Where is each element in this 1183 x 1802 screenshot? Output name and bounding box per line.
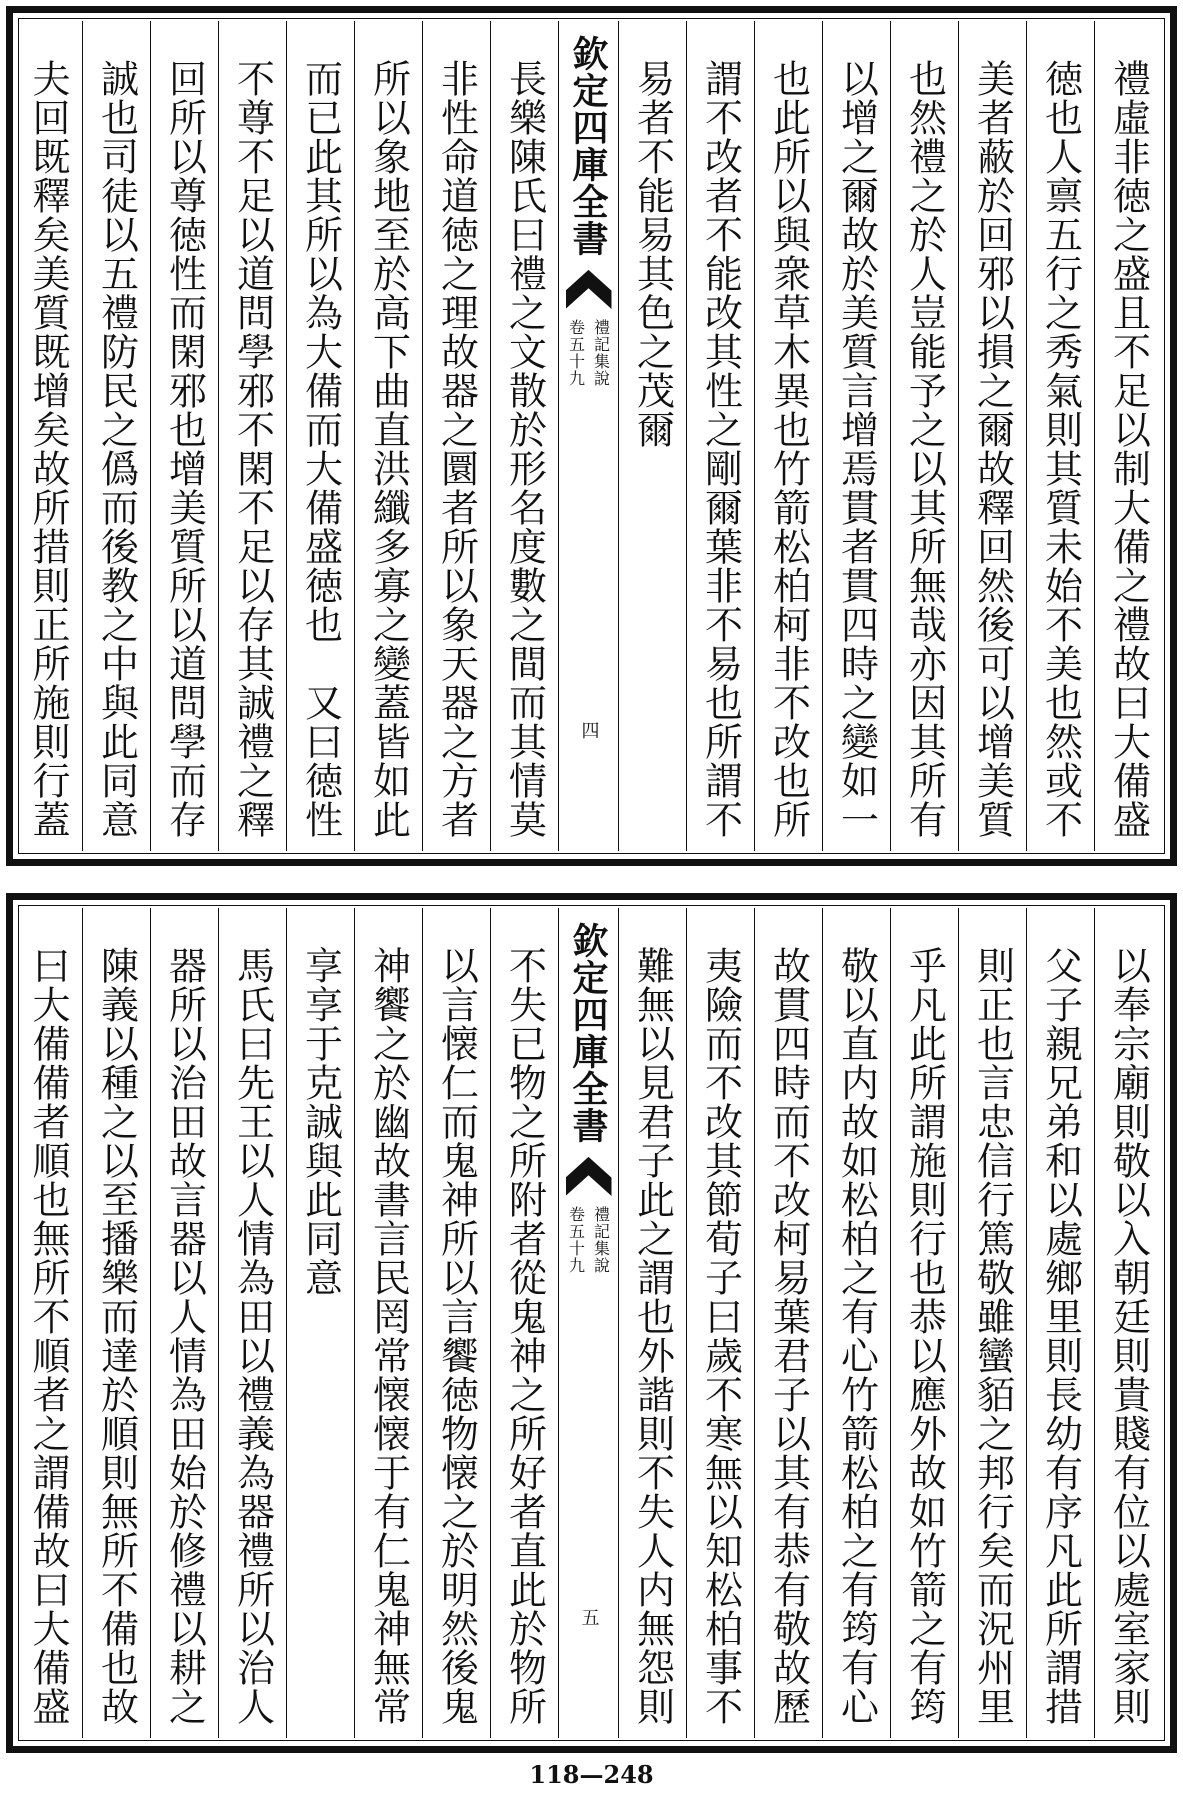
- text-column: [958, 21, 1026, 851]
- page-upper: [6, 6, 1177, 866]
- fold-meta: [565, 319, 613, 387]
- text-column: [686, 908, 754, 1738]
- column-text: 以言懐仁而鬼神所以言饗徳物懐之於明然後鬼: [434, 946, 479, 1726]
- text-column: [822, 21, 890, 851]
- text-column: [618, 21, 686, 851]
- fishtail-mark-icon: [566, 1150, 612, 1196]
- text-column: [14, 21, 82, 851]
- text-column: [286, 21, 354, 851]
- column-text: 長樂陳氏曰禮之文散於形名度數之間而其情莫: [502, 59, 547, 839]
- text-column: [354, 21, 422, 851]
- column-text: 不失已物之所附者從鬼神之所好者直此於物所: [502, 946, 547, 1726]
- column-text: 器所以治田故言器以人情為田始於修禮以耕之: [162, 946, 207, 1726]
- center-fold: [558, 21, 618, 851]
- column-text: 夫回既釋矣美質既增矣故所措則正所施則行蓋: [26, 59, 70, 839]
- text-column: [686, 21, 754, 851]
- text-column: [958, 908, 1026, 1738]
- fold-meta: [565, 1206, 613, 1274]
- column-text: 徳也人禀五行之秀氣則其質未始不美也然或不: [1038, 59, 1083, 839]
- column-text: 謂不改者不能改其性之剛爾葉非不易也所謂不: [698, 59, 743, 839]
- volume-label: 卷五十九: [566, 1206, 586, 1274]
- column-text: 以奉宗廟則敬以入朝廷則貴賤有位以處室家則: [1106, 946, 1151, 1726]
- page-upper-columns: [21, 21, 1162, 851]
- page-number: 四: [578, 721, 600, 739]
- column-text: 敬以直内故如松柏之有心竹箭松柏之有筠有心: [834, 946, 879, 1726]
- text-column: [422, 21, 490, 851]
- column-text: 也然禮之於人豈能予之以其所無哉亦因其所有: [902, 59, 947, 839]
- text-column: [890, 908, 958, 1738]
- text-column: [150, 908, 218, 1738]
- text-column: [490, 908, 558, 1738]
- text-column: [354, 908, 422, 1738]
- text-column: [218, 21, 286, 851]
- column-text: 禮虛非徳之盛且不足以制大備之禮故曰大備盛: [1106, 59, 1151, 839]
- column-text: 回所以尊徳性而閑邪也增美質所以道問學而存: [162, 59, 207, 839]
- column-text: 以增之爾故於美質言增焉貫者貫四時之變如一: [834, 59, 879, 839]
- column-text: 所以象地至於高下曲直洪纖多寡之變蓋皆如此: [366, 59, 411, 839]
- column-text: 神饗之於幽故書言民罔常懐懐于有仁鬼神無常: [366, 946, 411, 1726]
- column-text: 不尊不足以道問學邪不閑不足以存其誠禮之釋: [230, 59, 275, 839]
- text-column: [82, 908, 150, 1738]
- column-text: 馬氏曰先王以人情為田以禮義為器禮所以治人: [230, 946, 275, 1726]
- text-column: [890, 21, 958, 851]
- center-fold: [558, 908, 618, 1738]
- text-column: [218, 908, 286, 1738]
- page-number: 五: [578, 1608, 600, 1626]
- column-text: 誠也司徒以五禮防民之僞而後教之中與此同意: [94, 59, 139, 839]
- text-column: [618, 908, 686, 1738]
- column-text: 陳義以種之以至播樂而達於順則無所不備也故: [94, 946, 139, 1726]
- column-text: 故貫四時而不改柯易葉君子以其有恭有敬故歷: [766, 946, 811, 1726]
- text-column: [754, 21, 822, 851]
- book-title: 禮記集說: [591, 319, 611, 387]
- page-lower: [6, 893, 1177, 1753]
- book-title: 禮記集說: [591, 1206, 611, 1274]
- volume-label: 卷五十九: [566, 319, 586, 387]
- column-text: 乎凡此所謂施則行也恭以應外故如竹箭之有筠: [902, 946, 947, 1726]
- column-text: 易者不能易其色之茂爾: [630, 59, 675, 449]
- text-column: [1094, 908, 1162, 1738]
- column-text: 非性命道徳之理故器之圜者所以象天器之方者: [434, 59, 479, 839]
- folio-number: 118—248: [529, 1760, 654, 1789]
- fishtail-mark-icon: [566, 263, 612, 309]
- column-text: 則正也言忠信行篤敬雖蠻貊之邦行矣而況州里: [970, 946, 1015, 1726]
- column-text: 難無以見君子此之謂也外諧則不失人内無怨則: [630, 946, 675, 1726]
- text-column: [1026, 908, 1094, 1738]
- column-text: 也此所以與衆草木異也竹箭松柏柯非不改也所: [766, 59, 811, 839]
- text-column: [1026, 21, 1094, 851]
- text-column: [150, 21, 218, 851]
- text-column: [822, 908, 890, 1738]
- page-lower-columns: [21, 908, 1162, 1738]
- text-column: [754, 908, 822, 1738]
- text-column: [14, 908, 82, 1738]
- text-column: [1094, 21, 1162, 851]
- column-text: 父子親兄弟和以處鄉里則長幼有序凡此所謂措: [1038, 946, 1083, 1726]
- column-text: 而已此其所以為大備而大備盛徳也 又曰徳性: [298, 59, 343, 839]
- text-column: [82, 21, 150, 851]
- text-column: [286, 908, 354, 1738]
- column-text: 享享于克誠與此同意: [298, 946, 343, 1297]
- column-text: 美者蔽於回邪以損之爾故釋回然後可以增美質: [970, 59, 1015, 839]
- column-text: 曰大備備者順也無所不順者之謂備故曰大備盛: [26, 946, 70, 1726]
- text-column: [422, 908, 490, 1738]
- fold-title: 欽定四庫全書: [567, 35, 609, 257]
- text-column: [490, 21, 558, 851]
- fold-title: 欽定四庫全書: [567, 922, 609, 1144]
- column-text: 夷險而不改其節荀子曰歲不寒無以知松柏事不: [698, 946, 743, 1726]
